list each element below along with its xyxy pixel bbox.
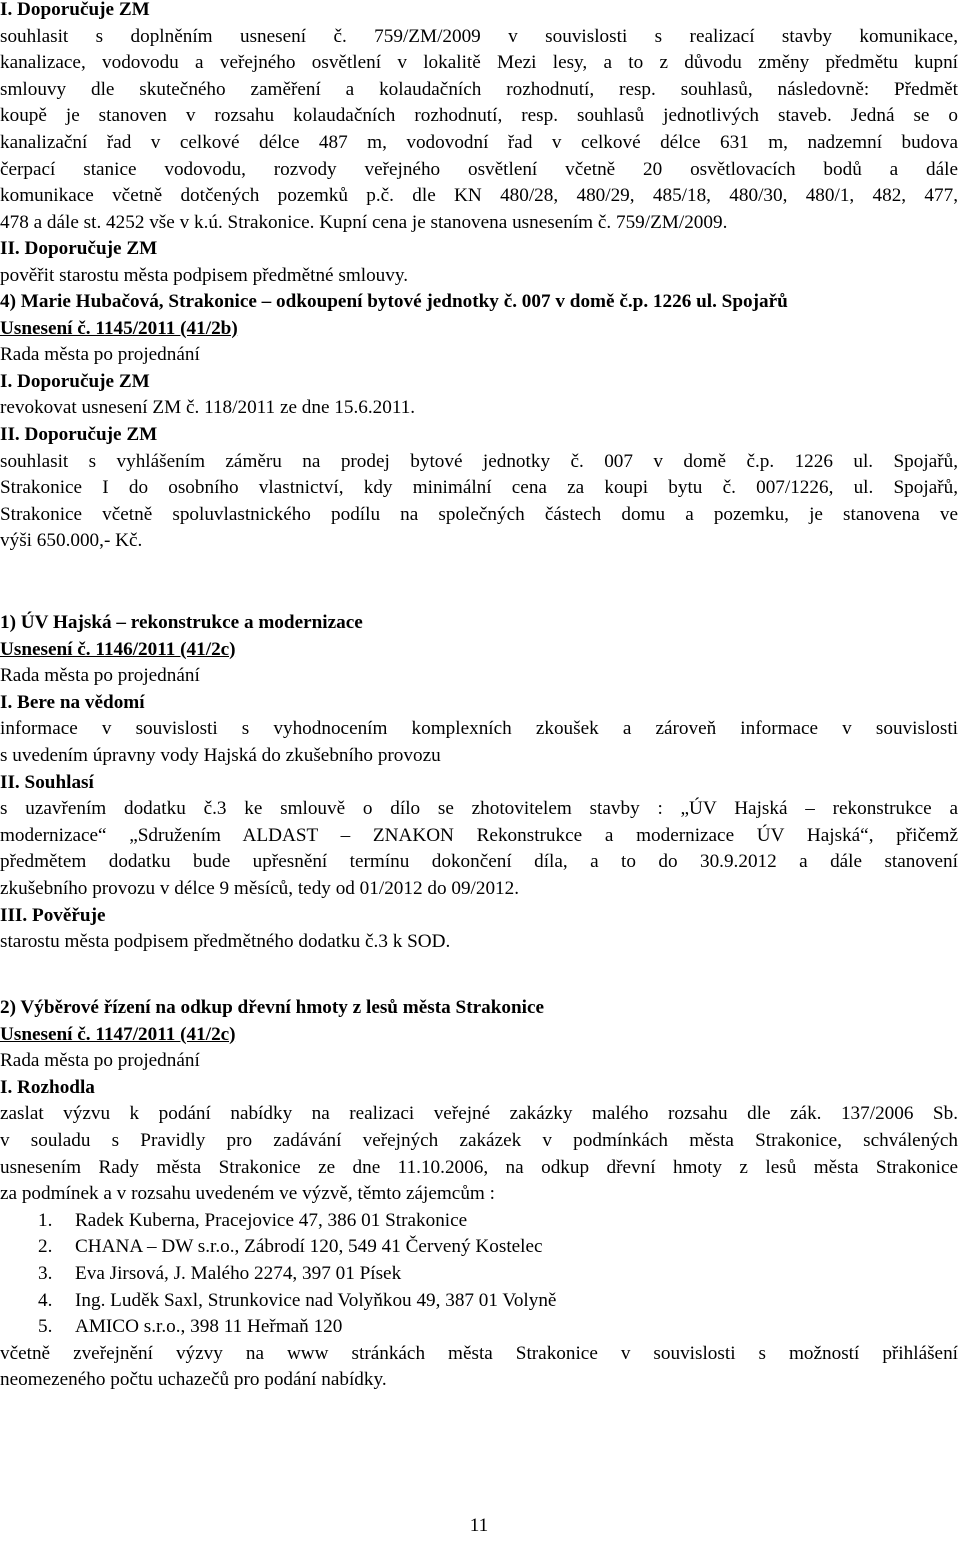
list-number: 4. <box>38 1289 53 1311</box>
list-number: 3. <box>38 1262 53 1284</box>
section-title: 1) ÚV Hajská – rekonstrukce a modernizace <box>0 612 363 633</box>
text-revokovat: revokovat usnesení ZM č. 118/2011 ze dne 15.6.2011. <box>0 397 416 419</box>
section-title: 2) Výběrové řízení na odkup dřevní hmoty z lesů města Strakonice <box>0 997 544 1018</box>
resolution-number: Usnesení č. 1145/2011 (41/2b) <box>0 317 238 339</box>
text-line: za podmínek a v rozsahu uvedeném ve výzvě, těmto zájemcům : <box>0 1183 495 1205</box>
list-item <box>38 1208 958 1235</box>
heading-rozhodla: I. Rozhodla <box>0 1076 95 1098</box>
candidate-list <box>0 1208 958 1341</box>
council-line: Rada města po projednání <box>0 344 200 366</box>
section-2 <box>0 995 958 1394</box>
text-line: s uzavřením dodatku č.3 ke smlouvě o dílo se zhotovitelem stavby : „ÚV Hajská – rekonstrukce a <box>0 798 958 820</box>
section-1 <box>0 610 958 956</box>
list-number: 5. <box>38 1316 53 1338</box>
list-text: Eva Jirsová, J. Malého 2274, 397 01 Písek <box>75 1262 402 1284</box>
text-line: Strakonice včetně spoluvlastnického podílu na společných částech domu a pozemku, je stanovena ve <box>0 503 958 525</box>
text-line: s uvedením úpravny vody Hajská do zkušebního provozu <box>0 744 441 766</box>
text-line: kanalizace, vodovodu a veřejného osvětlení v lokalitě Mezi lesy, a to z důvodu změny předmětu kupní <box>0 52 958 74</box>
text-line: koupě je stanoven v rozsahu kolaudačních rozhodnutí, resp. souhlasů jednotlivých staveb. Jedná se o <box>0 105 958 127</box>
text-line: výši 650.000,- Kč. <box>0 530 143 552</box>
list-item <box>38 1261 958 1288</box>
resolution-number: Usnesení č. 1146/2011 (41/2c) <box>0 638 236 660</box>
block-1 <box>0 0 958 290</box>
text-line: čerpací stanice vodovodu, rozvody veřejného osvětlení včetně 20 osvětlovacích bodů a dále <box>0 158 958 180</box>
section-4 <box>0 289 958 555</box>
list-text: CHANA – DW s.r.o., Zábrodí 120, 549 41 Červený Kostelec <box>75 1236 543 1258</box>
text-poverit-starostu: pověřit starostu města podpisem předmětné smlouvy. <box>0 264 409 286</box>
heading-souhlasi: II. Souhlasí <box>0 771 94 793</box>
text-line: zkušebního provozu v délce 9 měsíců, tedy od 01/2012 do 09/2012. <box>0 877 520 899</box>
text-line: zaslat výzvu k podání nabídky na realizaci veřejné zakázky malého rozsahu dle zák. 137/2006 Sb. <box>0 1103 958 1125</box>
text-line: Strakonice I do osobního vlastnictví, kdy minimální cena za koupi bytu č. 007/1226, ul. Spojařů, <box>0 477 958 499</box>
heading-doporucuje: I. Doporučuje ZM <box>0 370 150 392</box>
text-line: usnesením Rady města Strakonice ze dne 11.10.2006, na odkup dřevní hmoty z lesů města Strakonice <box>0 1156 958 1178</box>
list-number: 2. <box>38 1236 53 1258</box>
list-text: Radek Kuberna, Pracejovice 47, 386 01 Strakonice <box>75 1209 468 1231</box>
section-title: 4) Marie Hubačová, Strakonice – odkoupení bytové jednotky č. 007 v domě č.p. 1226 ul. Spojařů <box>0 291 788 312</box>
text-line: v souladu s Pravidly pro zadávání veřejných zakázek v podmínkách města Strakonice, schválených <box>0 1129 958 1151</box>
heading-poveruje: III. Pověřuje <box>0 904 106 926</box>
text-line: smlouvy dle skutečného zaměření a kolaudačních rozhodnutí, resp. souhlasů, následovně: Předmět <box>0 78 958 100</box>
text-line: neomezeného počtu uchazečů pro podání nabídky. <box>0 1369 387 1391</box>
list-text: AMICO s.r.o., 398 11 Heřmaň 120 <box>75 1316 343 1338</box>
paragraph-souhlasit-doplnenim <box>0 24 958 237</box>
heading-doporucuje-1: I. Doporučuje ZM <box>0 0 150 20</box>
text-line: komunikace včetně dotčených pozemků p.č. dle KN 480/28, 480/29, 485/18, 480/30, 480/1, 482, 477, <box>0 185 958 207</box>
text-line: souhlasit s doplněním usnesení č. 759/ZM/2009 v souvislosti s realizací stavby komunikace, <box>0 25 958 47</box>
heading-bere-na-vedomi: I. Bere na vědomí <box>0 691 145 713</box>
heading-doporucuje: II. Doporučuje ZM <box>0 423 158 445</box>
heading-doporucuje-2: II. Doporučuje ZM <box>0 238 158 260</box>
council-line: Rada města po projednání <box>0 665 200 687</box>
text-line: informace v souvislosti s vyhodnocením komplexních zkoušek a zároveň informace v souvislosti <box>0 718 958 740</box>
page-number: 11 <box>469 1515 489 1536</box>
text-poverit-sod: starostu města podpisem předmětného dodatku č.3 k SOD. <box>0 931 451 953</box>
text-line: modernizace“ „Sdružením ALDAST – ZNAKON Rekonstrukce a modernizace ÚV Hajská“, přičemž <box>0 824 958 846</box>
list-item <box>38 1314 958 1341</box>
resolution-number: Usnesení č. 1147/2011 (41/2c) <box>0 1023 236 1045</box>
text-line: předmětem dodatku bude upřesnění termínu dokončení díla, a to do 30.9.2012 a dále stanovení <box>0 851 958 873</box>
list-item <box>38 1288 958 1315</box>
text-line: včetně zveřejnění výzvy na www stránkách města Strakonice v souvislosti s možností přihlášení <box>0 1342 958 1364</box>
council-line: Rada města po projednání <box>0 1050 200 1072</box>
text-line: kanalizační řad v celkové délce 487 m, vodovodní řad v celkové délce 631 m, nadzemní budova <box>0 131 958 153</box>
list-number: 1. <box>38 1209 53 1231</box>
text-line: 478 a dále st. 4252 vše v k.ú. Strakonice. Kupní cena je stanovena usnesením č. 759/ZM/2009. <box>0 211 728 233</box>
list-text: Ing. Luděk Saxl, Strunkovice nad Volyňkou 49, 387 01 Volyně <box>75 1289 557 1311</box>
text-line: souhlasit s vyhlášením záměru na prodej bytové jednotky č. 007 v domě č.p. 1226 ul. Spojařů, <box>0 450 958 472</box>
list-item <box>38 1234 958 1261</box>
